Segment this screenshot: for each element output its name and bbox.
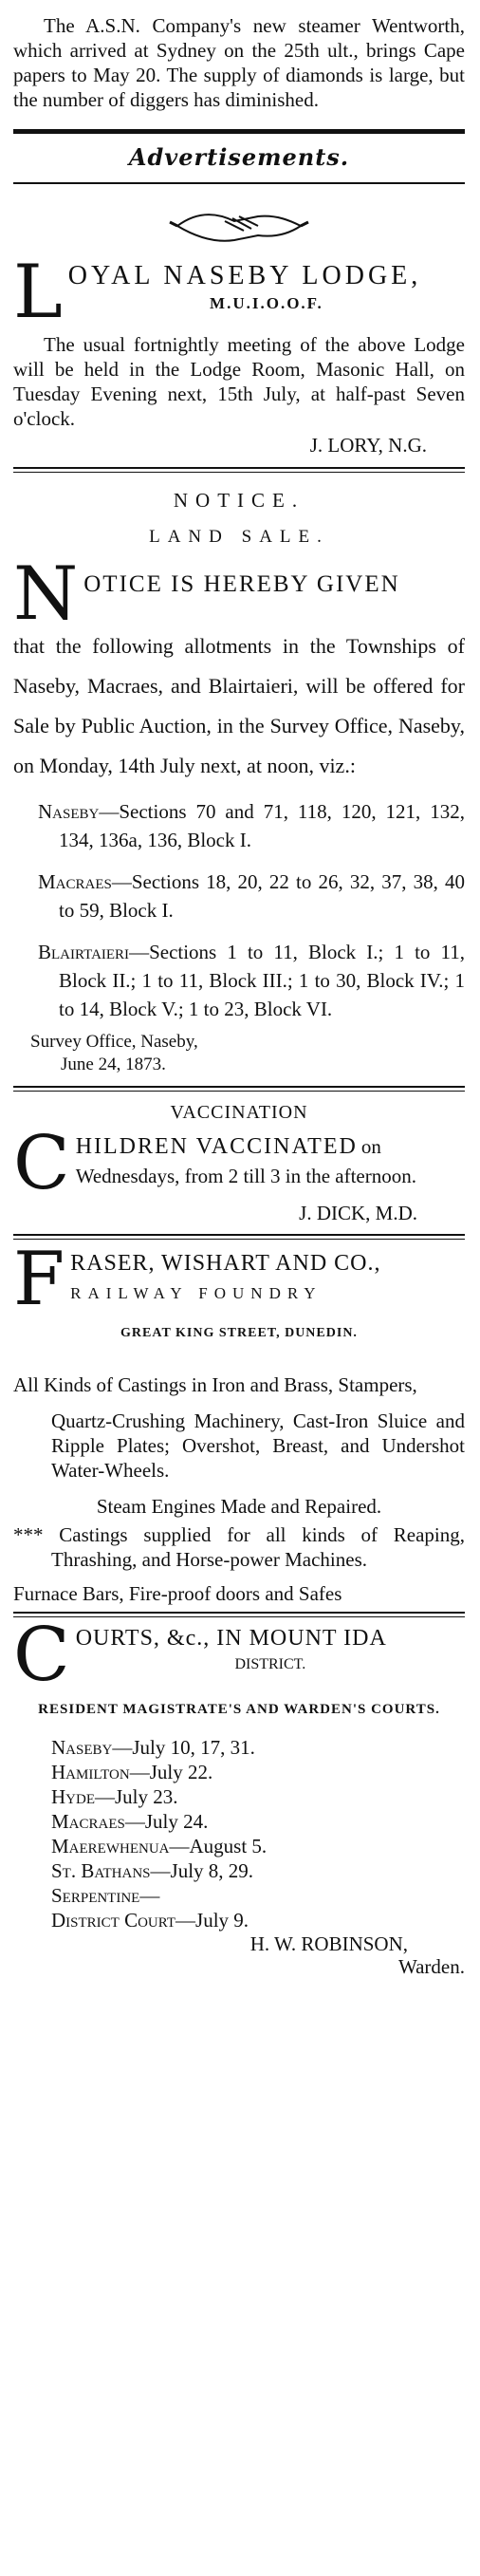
sitting-row xyxy=(51,1760,465,1784)
foundry-subtitle: RAILWAY FOUNDRY xyxy=(70,1284,323,1302)
divider xyxy=(13,1612,465,1617)
lot-item xyxy=(13,868,465,924)
notice-lead xyxy=(13,562,465,625)
sitting-dates: —July 22. xyxy=(129,1761,213,1783)
handshake-icon xyxy=(168,197,310,254)
lot-text: —Sections 70 and 71, 118, 120, 121, 132, 134, 136a, 136, Block I. xyxy=(59,800,465,851)
foundry-line: Steam Engines Made and Repaired. xyxy=(96,1495,382,1518)
lodge-subtitle: M.U.I.O.O.F. xyxy=(210,294,323,312)
courts-heading: RESIDENT MAGISTRATE'S AND WARDEN'S COURTS. xyxy=(38,1702,440,1717)
lot-place: Blairtaieri xyxy=(38,941,130,963)
sitting-dates: —July 8, 29. xyxy=(150,1859,254,1882)
foundry-line: Quartz-Crushing Machinery, Cast-Iron Sluice and Ripple Plates; Overshot, Breast, and Undershot Water-Wheels. xyxy=(51,1409,465,1482)
sitting-row xyxy=(51,1908,465,1932)
lodge-ad xyxy=(13,260,465,323)
dropcap: F xyxy=(13,1247,65,1310)
lot-place: Macraes xyxy=(38,870,112,893)
lot-list xyxy=(13,797,465,1023)
handshake-emblem xyxy=(13,197,465,254)
notice-lead-text: OTICE IS HEREBY GIVEN xyxy=(83,571,400,597)
courts-ad xyxy=(13,1623,465,1686)
divider xyxy=(13,1086,465,1092)
vaccination-ad xyxy=(13,1131,465,1194)
courts-title: OURTS, &c., IN MOUNT IDA xyxy=(75,1626,387,1651)
courts-subtitle: DISTRICT. xyxy=(234,1656,306,1672)
lot-text: —Sections 1 to 11, Block I.; 1 to 11, Block II.; 1 to 11, Block III.; 1 to 30, Block IV.; 1 to 14, Block V.; 1 to 23, Block VI. xyxy=(59,941,465,1020)
sitting-row xyxy=(51,1735,465,1760)
dropcap: C xyxy=(13,1623,70,1686)
vaccination-heading: VACCINATION xyxy=(170,1102,308,1123)
sitting-place: St. Bathans xyxy=(51,1859,151,1882)
lot-text: —Sections 18, 20, 22 to 26, 32, 37, 38, 40 to 59, Block I. xyxy=(59,870,465,922)
sitting-dates: —July 9. xyxy=(175,1909,249,1932)
sitting-place: Maerewhenua xyxy=(51,1835,170,1857)
foundry-line: *** Castings supplied for all kinds of Reaping, Thrashing, and Horse-power Machines. xyxy=(13,1523,465,1571)
sitting-row xyxy=(51,1858,465,1883)
foundry-ad xyxy=(13,1247,465,1310)
sitting-place: Hamilton xyxy=(51,1761,130,1783)
lodge-title: OYAL NASEBY LODGE, xyxy=(67,261,422,290)
sitting-place: Naseby xyxy=(51,1736,113,1759)
vaccination-lead: HILDREN VACCINATED xyxy=(75,1134,358,1159)
lot-item xyxy=(13,938,465,1023)
dropcap: N xyxy=(13,562,79,625)
sitting-row xyxy=(51,1784,465,1809)
divider xyxy=(13,467,465,473)
foundry-address: GREAT KING STREET, DUNEDIN. xyxy=(120,1326,358,1340)
foundry-lines xyxy=(13,1372,465,1606)
notice-subheading: LAND SALE. xyxy=(149,527,329,547)
sitting-dates: —August 5. xyxy=(169,1835,268,1857)
foundry-title: RASER, WISHART AND CO., xyxy=(70,1251,381,1276)
sitting-dates: — xyxy=(139,1884,160,1907)
sitting-row xyxy=(51,1883,465,1908)
vaccination-body: on Wednesdays, from 2 till 3 in the afternoon. xyxy=(75,1135,416,1187)
lot-item xyxy=(13,797,465,854)
sitting-place: Macraes xyxy=(51,1810,125,1833)
sitting-dates: —July 24. xyxy=(124,1810,209,1833)
sitting-place: Serpentine xyxy=(51,1884,140,1907)
sitting-place: District Court xyxy=(51,1909,176,1932)
courts-title-line: Warden. xyxy=(397,1955,465,1978)
lot-place: Naseby xyxy=(38,800,100,823)
foundry-line: All Kinds of Castings in Iron and Brass, Stampers, xyxy=(13,1373,417,1396)
divider xyxy=(13,182,465,184)
advertisements-heading: Advertisements. xyxy=(128,143,350,171)
notice-heading: NOTICE. xyxy=(173,489,305,512)
lodge-body: The usual fortnightly meeting of the above Lodge will be held in the Lodge Room, Masonic Hall, on Tuesday Evening next, 15th July, at half-past Seven o'clock. xyxy=(13,333,465,430)
notice-office: Survey Office, Naseby, xyxy=(30,1032,198,1052)
sitting-dates: —July 10, 17, 31. xyxy=(112,1736,255,1759)
vaccination-signature: J. DICK, M.D. xyxy=(299,1202,417,1224)
dropcap: C xyxy=(13,1131,70,1194)
courts-signature: H. W. ROBINSON, xyxy=(249,1932,408,1955)
notice-body: that the following allotments in the Townships of Naseby, Macraes, and Blairtaieri, will be offered for Sale by Public Auction, in the Survey Office, Naseby, on Monday, 14th July next, at noon, viz.: xyxy=(13,634,465,777)
lodge-signature: J. LORY, N.G. xyxy=(309,434,427,457)
sittings-list xyxy=(13,1735,465,1932)
foundry-line: Furnace Bars, Fire-proof doors and Safes xyxy=(13,1582,342,1605)
divider xyxy=(13,1234,465,1240)
notice-date: June 24, 1873. xyxy=(61,1055,166,1074)
news-paragraph: The A.S.N. Company's new steamer Wentworth, which arrived at Sydney on the 25th ult., brings Cape papers to May 20. The supply of diamonds is large, but the number of diggers has diminished. xyxy=(13,14,465,111)
section-divider xyxy=(13,129,465,134)
dropcap: L xyxy=(13,260,63,323)
sitting-place: Hyde xyxy=(51,1785,95,1808)
sitting-row xyxy=(51,1834,465,1858)
sitting-dates: —July 23. xyxy=(95,1785,178,1808)
sitting-row xyxy=(51,1809,465,1834)
